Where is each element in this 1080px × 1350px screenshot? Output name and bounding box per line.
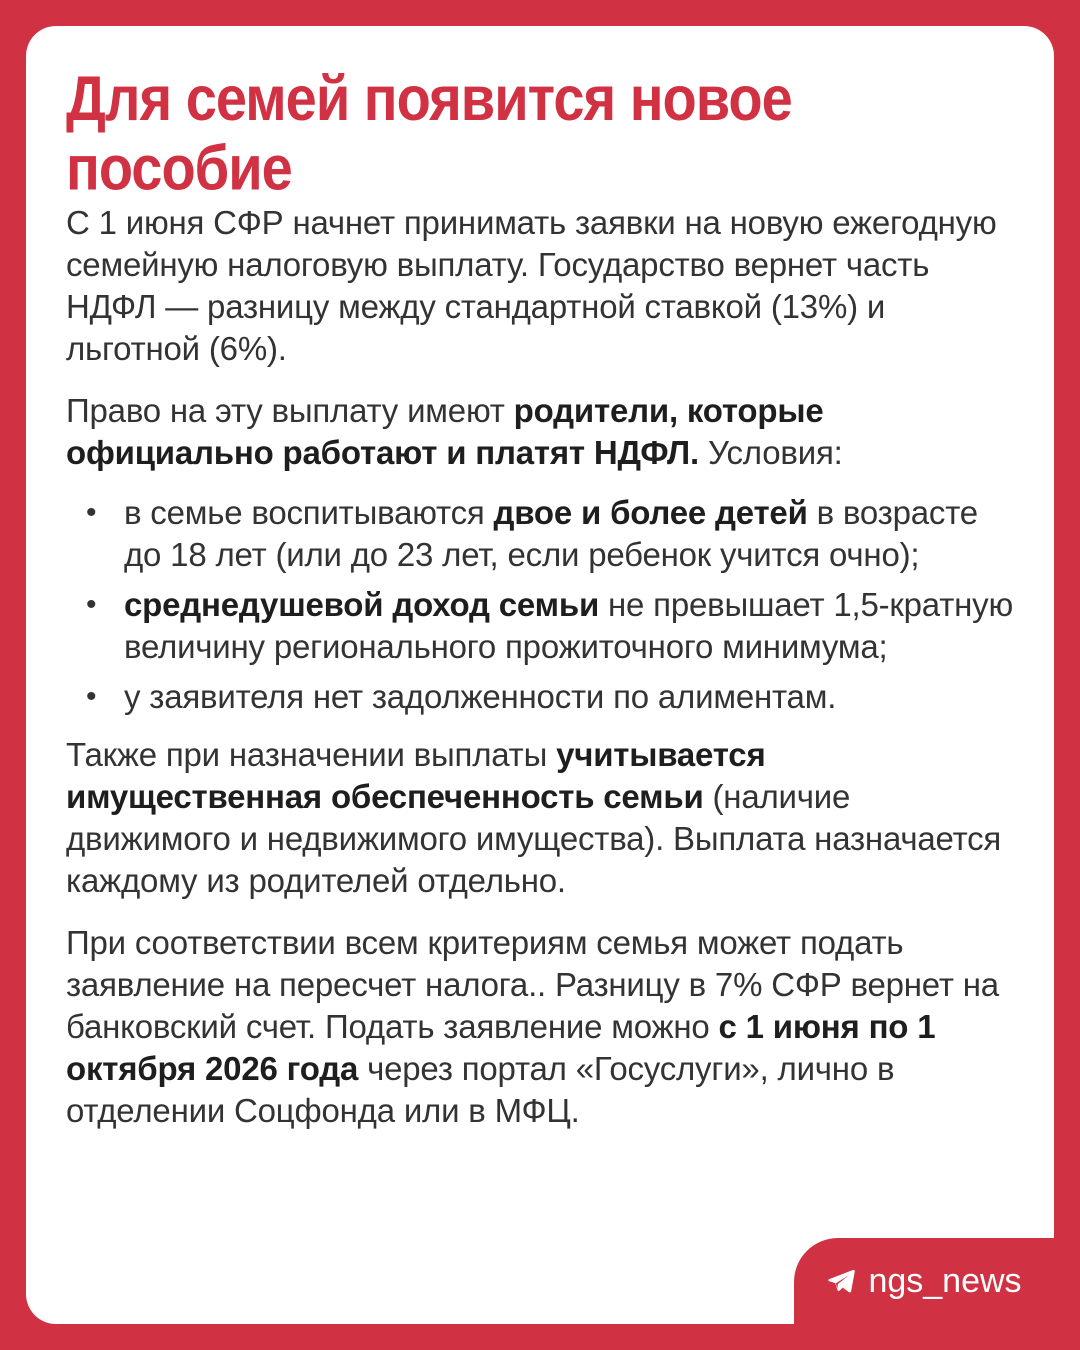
property-paragraph: Также при назначении выплаты учитывается имущественная обеспеченность семьи (наличие движимого и недвижимого имущества). Выплата назначается каждому из родителей отдельно. [66,736,1002,899]
list-item: • в семье воспитываются двое и более детей в возрасте до 18 лет (или до 23 лет, если ребенок учится очно); [86,494,978,573]
conditions-list [66,492,1014,718]
eligibility-text: Право на эту выплату имеют [66,392,514,429]
bullet-icon: • [86,588,97,621]
application-paragraph: При соответствии всем критериям семья может подать заявление на пересчет налога.. Разницу в 7% СФР вернет на банковский счет. Подать заявление можно с 1 июня по 1 октября 2026 года через портал «Госуслуги», лично в отделении Соцфонда или в МФЦ. [66,924,999,1129]
eligibility-text-end: Условия: [698,434,843,471]
intro-paragraph: С 1 июня СФР начнет принимать заявки на новую ежегодную семейную налоговую выплату. Государство вернет часть НДФЛ — разницу между стандартной ставкой (13%) и льготной (6%). [66,204,997,367]
channel-handle: ngs_news [868,1261,1022,1300]
deadline-highlight: с 1 июня по 1 октября 2026 года [66,1008,936,1087]
post-card [26,26,1054,1324]
eligibility-paragraph [66,390,1014,474]
post-title: Для семей появится новое пособие [66,62,792,203]
list-item: • у заявителя нет задолженности по алиментам. [66,676,1014,718]
list-item: • среднедушевой доход семьи не превышает 1,5-кратную величину регионального прожиточного минимума; [86,586,1014,665]
telegram-channel-badge[interactable] [794,1238,1054,1324]
bullet-icon: • [86,496,97,529]
bullet-icon: • [86,680,97,713]
property-highlight: учитывается имущественная обеспеченность семьи [66,736,766,815]
eligibility-highlight: родители, которые официально работают и платят НДФЛ. [66,392,824,471]
telegram-icon [826,1266,856,1296]
